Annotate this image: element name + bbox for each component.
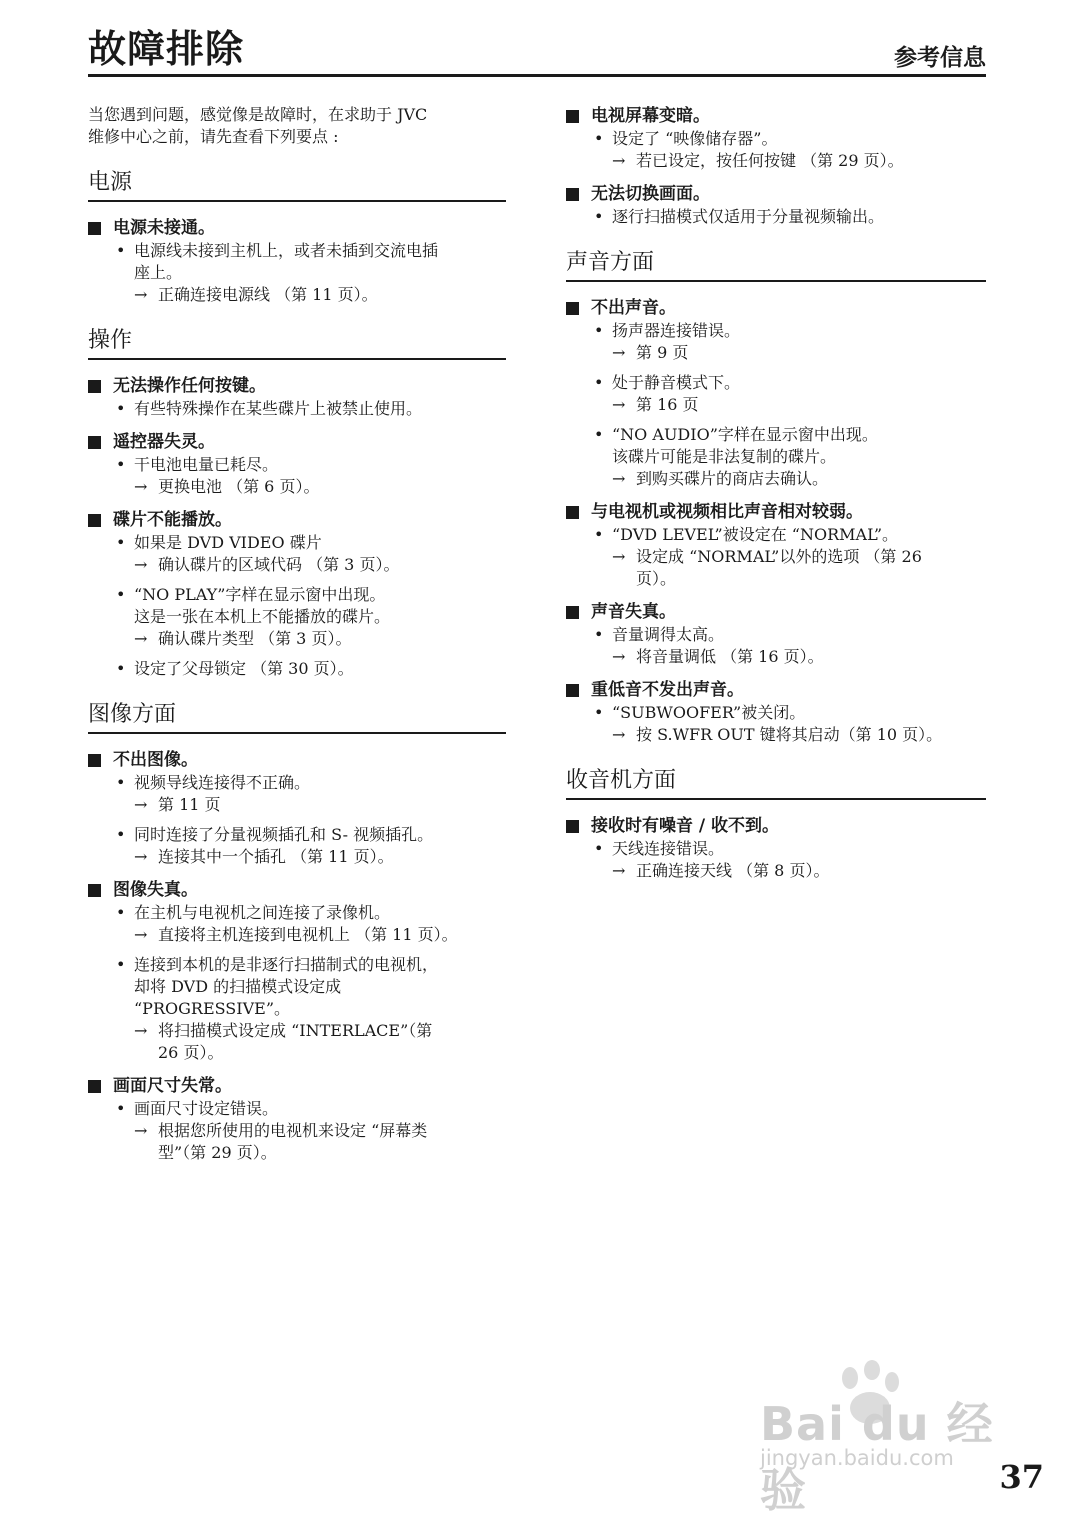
item-line: 电源线未接到主机上，或者未插到交流电插	[134, 241, 439, 260]
item-line: 连接到本机的是非逐行扫描制式的电视机，	[134, 955, 439, 974]
check-item	[566, 372, 986, 416]
remedy-line: 更换电池 （第 6 页）。	[158, 477, 320, 496]
right-column	[566, 104, 986, 892]
problem-block	[566, 600, 986, 668]
item-line: “DVD LEVEL”被设定在 “NORMAL”。	[612, 525, 899, 544]
remedy-line: 确认碟片类型 （第 3 页）。	[158, 629, 352, 648]
problem-block	[88, 508, 506, 680]
section	[566, 766, 986, 882]
remedy	[612, 394, 986, 416]
section-title: 声音方面	[566, 248, 986, 282]
item-line: “PROGRESSIVE”。	[134, 999, 290, 1018]
remedy-line: 连接其中一个插孔 （第 11 页）。	[158, 847, 394, 866]
title-rule	[88, 74, 986, 77]
problem-title	[566, 500, 986, 524]
check-item	[88, 398, 506, 420]
item-line: 在主机与电视机之间连接了录像机。	[134, 903, 391, 922]
remedy-line: 正确连接天线 （第 8 页）。	[636, 861, 830, 880]
watermark-logo: Bai du 经验	[760, 1397, 994, 1517]
bullet-icon: •	[116, 399, 126, 418]
section-title: 图像方面	[88, 700, 506, 734]
remedy-line: 到购买碟片的商店去确认。	[636, 469, 829, 488]
remedy	[612, 546, 986, 590]
problem-title-text: 碟片不能播放。	[113, 510, 232, 530]
square-bullet-icon	[566, 110, 579, 123]
item-line: 设定了父母锁定 （第 30 页）。	[134, 659, 354, 678]
remedy-line: 将扫描模式设定成 “INTERLACE”（第	[158, 1021, 433, 1040]
arrow-icon: →	[134, 1121, 148, 1140]
bullet-icon: •	[116, 241, 126, 260]
page-title: 故障排除	[88, 27, 245, 71]
bullet-icon: •	[116, 533, 126, 552]
problem-title	[566, 814, 986, 838]
intro-line: 维修中心之前，请先查看下列要点 :	[88, 127, 339, 146]
arrow-icon: →	[134, 477, 148, 496]
check-item	[88, 240, 506, 306]
remedy-line: 若已设定，按任何按键 （第 29 页）。	[636, 151, 904, 170]
check-item	[88, 584, 506, 650]
item-line: “SUBWOOFER”被关闭。	[612, 703, 806, 722]
square-bullet-icon	[88, 222, 101, 235]
problem-title-text: 电源未接通。	[113, 218, 215, 238]
arrow-icon: →	[612, 725, 626, 744]
page-subtitle: 参考信息	[894, 45, 986, 71]
check-item	[88, 772, 506, 816]
problem-block	[566, 296, 986, 490]
remedy	[612, 342, 986, 364]
remedy-line: 第 16 页	[636, 395, 699, 414]
square-bullet-icon	[566, 684, 579, 697]
square-bullet-icon	[88, 1080, 101, 1093]
item-line: 座上。	[134, 263, 183, 282]
remedy-line: 型”（第 29 页）。	[158, 1143, 277, 1162]
problem-block	[88, 430, 506, 498]
square-bullet-icon	[566, 506, 579, 519]
bullet-icon: •	[116, 1099, 126, 1118]
problem-title	[566, 678, 986, 702]
check-item	[566, 320, 986, 364]
bullet-icon: •	[594, 425, 604, 444]
square-bullet-icon	[88, 884, 101, 897]
bullet-icon: •	[594, 129, 604, 148]
problem-block	[88, 216, 506, 306]
problem-title	[566, 296, 986, 320]
remedy-line: 页）。	[636, 569, 677, 588]
bullet-icon: •	[116, 825, 126, 844]
bullet-icon: •	[116, 585, 126, 604]
check-item	[566, 524, 986, 590]
remedy	[134, 476, 506, 498]
bullet-icon: •	[116, 773, 126, 792]
problem-title-text: 重低音不发出声音。	[591, 680, 744, 700]
problem-block	[88, 878, 506, 1064]
arrow-icon: →	[134, 555, 148, 574]
square-bullet-icon	[88, 436, 101, 449]
baidu-watermark	[760, 1360, 1010, 1517]
check-item	[88, 454, 506, 498]
problem-title-text: 图像失真。	[113, 880, 198, 900]
bullet-icon: •	[594, 839, 604, 858]
item-line: 这是一张在本机上不能播放的碟片。	[134, 607, 391, 626]
square-bullet-icon	[566, 302, 579, 315]
problem-block	[88, 748, 506, 868]
problem-block	[566, 814, 986, 882]
check-item	[88, 532, 506, 576]
problem-title	[88, 430, 506, 454]
item-line: 同时连接了分量视频插孔和 S- 视频插孔。	[134, 825, 434, 844]
remedy	[134, 794, 506, 816]
problem-title	[88, 216, 506, 240]
problem-title	[88, 508, 506, 532]
problem-title-text: 画面尺寸失常。	[113, 1076, 232, 1096]
problem-title-text: 声音失真。	[591, 602, 676, 622]
arrow-icon: →	[134, 1021, 148, 1040]
problem-block	[566, 678, 986, 746]
square-bullet-icon	[566, 820, 579, 833]
check-item	[566, 206, 986, 228]
arrow-icon: →	[134, 285, 148, 304]
square-bullet-icon	[566, 606, 579, 619]
item-line: 视频导线连接得不正确。	[134, 773, 311, 792]
bullet-icon: •	[116, 955, 126, 974]
problem-title-text: 与电视机或视频相比声音相对较弱。	[591, 502, 863, 522]
item-line: “NO AUDIO”字样在显示窗中出现。	[612, 425, 878, 444]
remedy-line: 按 S.WFR OUT 键将其启动（第 10 页）。	[636, 725, 943, 744]
problem-block	[88, 1074, 506, 1164]
section	[88, 326, 506, 680]
bullet-icon: •	[116, 903, 126, 922]
section-title: 收音机方面	[566, 766, 986, 800]
bullet-icon: •	[594, 525, 604, 544]
section	[88, 168, 506, 306]
remedy	[134, 846, 506, 868]
square-bullet-icon	[566, 188, 579, 201]
bullet-icon: •	[594, 321, 604, 340]
remedy	[612, 724, 986, 746]
arrow-icon: →	[134, 629, 148, 648]
item-line: 处于静音模式下。	[612, 373, 741, 392]
remedy-line: 直接将主机连接到电视机上 （第 11 页）。	[158, 925, 458, 944]
arrow-icon: →	[612, 647, 626, 666]
left-sections	[88, 168, 506, 1164]
problem-title-text: 无法切换画面。	[591, 184, 710, 204]
problem-block	[88, 374, 506, 420]
problem-title	[88, 1074, 506, 1098]
square-bullet-icon	[88, 754, 101, 767]
problem-block	[566, 104, 986, 172]
problem-title	[566, 104, 986, 128]
remedy-line: 将音量调低 （第 16 页）。	[636, 647, 824, 666]
check-item	[88, 902, 506, 946]
remedy-line: 第 11 页	[158, 795, 221, 814]
item-line: 干电池电量已耗尽。	[134, 455, 279, 474]
remedy	[134, 924, 506, 946]
check-item	[566, 424, 986, 490]
check-item	[566, 838, 986, 882]
remedy-line: 设定成 “NORMAL”以外的选项 （第 26	[636, 547, 922, 566]
check-item	[566, 624, 986, 668]
problem-title-text: 不出声音。	[591, 298, 676, 318]
check-item	[566, 702, 986, 746]
bullet-icon: •	[116, 455, 126, 474]
section	[566, 104, 986, 228]
problem-title-text: 不出图像。	[113, 750, 198, 770]
check-item	[566, 128, 986, 172]
arrow-icon: →	[134, 925, 148, 944]
problem-block	[566, 500, 986, 590]
remedy	[612, 860, 986, 882]
arrow-icon: →	[134, 847, 148, 866]
item-line: 画面尺寸设定错误。	[134, 1099, 279, 1118]
problem-title	[88, 878, 506, 902]
remedy	[134, 284, 506, 306]
section	[566, 248, 986, 746]
remedy	[612, 468, 986, 490]
intro-text	[88, 104, 506, 148]
problem-title	[88, 374, 506, 398]
check-item	[88, 1098, 506, 1164]
item-line: “NO PLAY”字样在显示窗中出现。	[134, 585, 386, 604]
square-bullet-icon	[88, 380, 101, 393]
remedy-line: 第 9 页	[636, 343, 689, 362]
left-column	[88, 104, 506, 1174]
remedy	[134, 1120, 506, 1164]
remedy	[134, 628, 506, 650]
section-title: 操作	[88, 326, 506, 360]
section-title: 电源	[88, 168, 506, 202]
item-line: 有些特殊操作在某些碟片上被禁止使用。	[134, 399, 423, 418]
item-line: 却将 DVD 的扫描模式设定成	[134, 977, 342, 996]
section	[88, 700, 506, 1164]
bullet-icon: •	[594, 207, 604, 226]
arrow-icon: →	[612, 861, 626, 880]
remedy	[612, 646, 986, 668]
remedy	[134, 554, 506, 576]
item-line: 设定了 “映像储存器”。	[612, 129, 778, 148]
remedy-line: 26 页）。	[158, 1043, 224, 1062]
remedy	[612, 150, 986, 172]
remedy	[134, 1020, 506, 1064]
problem-title	[566, 182, 986, 206]
remedy-line: 确认碟片的区域代码 （第 3 页）。	[158, 555, 400, 574]
square-bullet-icon	[88, 514, 101, 527]
problem-title-text: 无法操作任何按键。	[113, 376, 266, 396]
check-item	[88, 658, 506, 680]
arrow-icon: →	[612, 469, 626, 488]
item-line: 天线连接错误。	[612, 839, 725, 858]
bullet-icon: •	[594, 373, 604, 392]
problem-title-text: 接收时有噪音 / 收不到。	[591, 816, 780, 836]
item-line: 逐行扫描模式仅适用于分量视频输出。	[612, 207, 885, 226]
item-line: 音量调得太高。	[612, 625, 725, 644]
intro-line: 当您遇到问题，感觉像是故障时，在求助于 JVC	[88, 105, 428, 124]
item-line: 如果是 DVD VIDEO 碟片	[134, 533, 322, 552]
problem-title-text: 遥控器失灵。	[113, 432, 215, 452]
bullet-icon: •	[116, 659, 126, 678]
item-line: 该碟片可能是非法复制的碟片。	[612, 447, 837, 466]
remedy-line: 根据您所使用的电视机来设定 “屏幕类	[158, 1121, 428, 1140]
arrow-icon: →	[134, 795, 148, 814]
watermark-url: jingyan.baidu.com	[760, 1446, 954, 1470]
bullet-icon: •	[594, 625, 604, 644]
arrow-icon: →	[612, 395, 626, 414]
bullet-icon: •	[594, 703, 604, 722]
page-number: 37	[999, 1458, 1044, 1496]
arrow-icon: →	[612, 547, 626, 566]
problem-title	[88, 748, 506, 772]
problem-block	[566, 182, 986, 228]
check-item	[88, 954, 506, 1064]
arrow-icon: →	[612, 343, 626, 362]
check-item	[88, 824, 506, 868]
arrow-icon: →	[612, 151, 626, 170]
item-line: 扬声器连接错误。	[612, 321, 741, 340]
problem-title-text: 电视屏幕变暗。	[591, 106, 710, 126]
problem-title	[566, 600, 986, 624]
remedy-line: 正确连接电源线 （第 11 页）。	[158, 285, 378, 304]
